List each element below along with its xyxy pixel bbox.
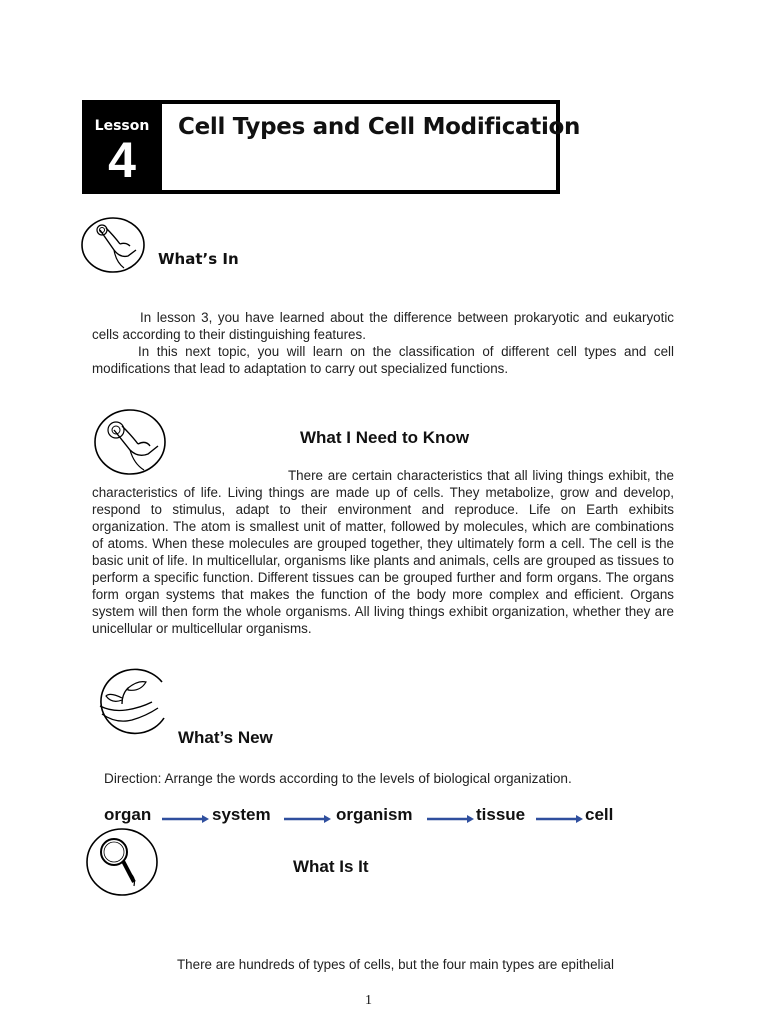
magnifying-glass-icon [84, 826, 160, 898]
lesson-label: Lesson [94, 118, 150, 134]
plant-in-hands-icon [92, 668, 168, 736]
flow-arrow-3 [427, 814, 475, 824]
whats-new-heading: What’s New [178, 728, 273, 747]
whats-in-heading: What’s In [158, 250, 239, 268]
whats-in-paragraph-2: In this next topic, you will learn on the classification of different cell types and cell modifications that lead to adaptation to carry out specialized functions. [92, 344, 674, 376]
whats-in-text [92, 309, 674, 377]
flow-arrow-4 [536, 814, 584, 824]
lesson-tab [82, 100, 162, 194]
what-is-it-heading: What Is It [293, 857, 369, 876]
need-to-know-text [92, 467, 674, 637]
need-to-know-heading: What I Need to Know [300, 428, 470, 447]
need-to-know-paragraph: There are certain characteristics that all living things exhibit, the characteristics of life. Living things are made up of cells. They metabolize, grow and develop, respond to stimulus, adapt to their environment and reproduce. Life on Earth exhibits organization. The atom is smallest unit of matter, followed by molecules, which are combinations of atoms. When these molecules are grouped together, they ultimately form a cell. The cell is the basic unit of life. In multicellular, organisms like plants and animals, cells are grouped as tissues to perform a specific function. Different tissues can be grouped further and form organs. The organs form organ systems that makes the function of the body more complex and efficient. Organs system will then form the whole organisms. All living things exhibit organization, whether they are unicellular or multicellular organisms. [92, 468, 674, 636]
flow-word-organ: organ [104, 805, 152, 824]
flow-arrow-2 [284, 814, 332, 824]
pointing-hand-icon [80, 216, 146, 274]
flow-word-organism: organism [336, 805, 413, 824]
flow-arrow-1 [162, 814, 210, 824]
lesson-number: 4 [108, 132, 136, 188]
lesson-title: Cell Types and Cell Modification [178, 114, 581, 140]
whats-in-paragraph-1: In lesson 3, you have learned about the difference between prokaryotic and eukaryotic cells according to their distinguishing features. [92, 310, 674, 342]
page-number: 1 [365, 993, 372, 1008]
flow-word-cell: cell [585, 805, 614, 824]
what-is-it-text: There are hundreds of types of cells, but the four main types are epithelial [177, 957, 614, 972]
whats-new-direction: Direction: Arrange the words according to the levels of biological organization. [104, 771, 572, 786]
flow-word-tissue: tissue [476, 805, 526, 824]
flow-word-system: system [212, 805, 271, 824]
pressing-button-icon [92, 408, 172, 476]
